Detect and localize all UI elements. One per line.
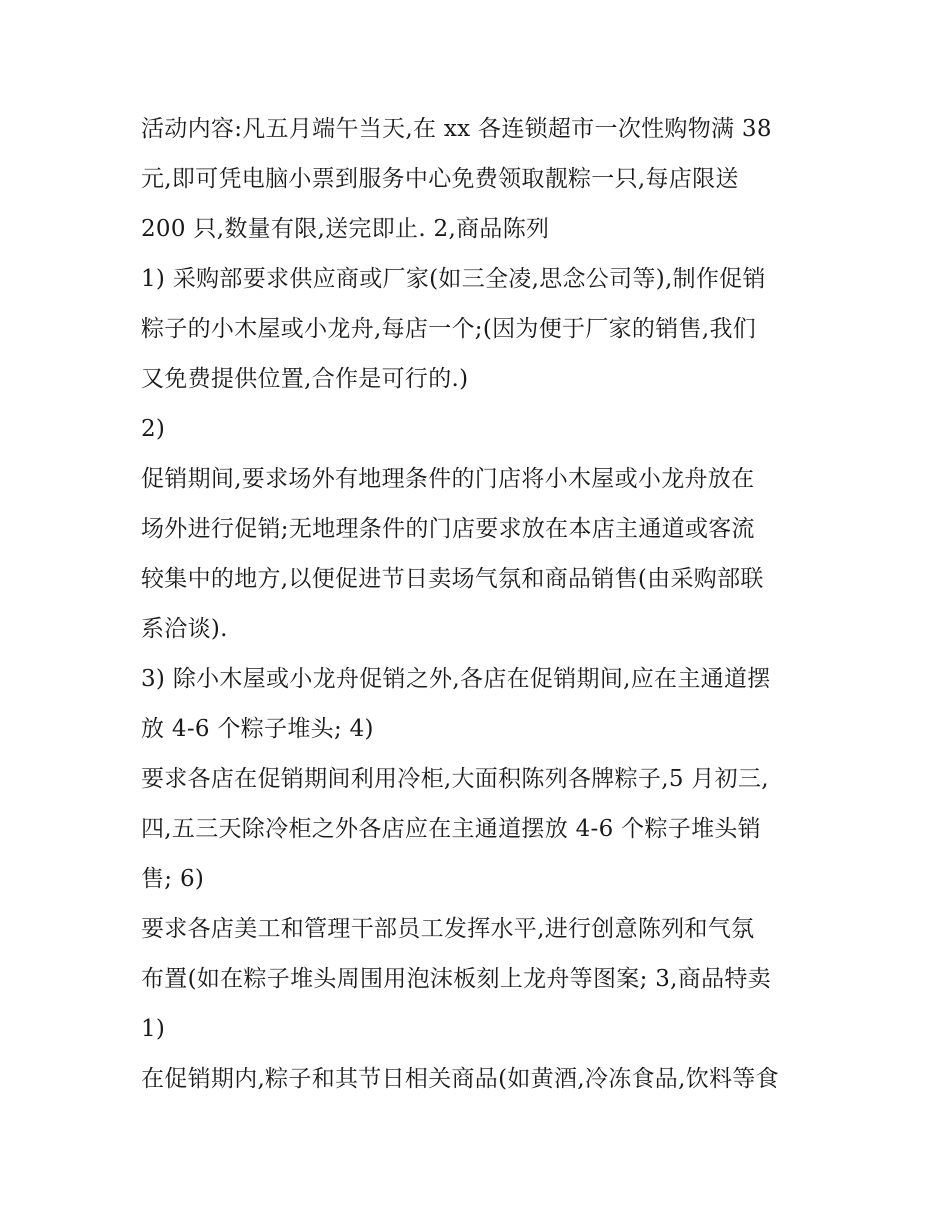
text-line: 放 4-6 个粽子堆头; 4) — [141, 716, 374, 742]
text-line: 要求各店美工和管理干部员工发挥水平,进行创意陈列和气氛 — [141, 916, 755, 942]
text-line: 粽子的小木屋或小龙舟,每店一个;(因为便于厂家的销售,我们 — [141, 316, 757, 342]
text-line: 1) 采购部要求供应商或厂家(如三全凌,思念公司等),制作促销 — [141, 266, 766, 292]
document-body — [141, 104, 831, 1104]
text-line: 售; 6) — [141, 866, 205, 892]
text-line: 又免费提供位置,合作是可行的.) — [141, 366, 469, 392]
text-line: 四,五三天除冷柜之外各店应在主通道摆放 4-6 个粽子堆头销 — [141, 816, 761, 842]
text-line: 布置(如在粽子堆头周围用泡沫板刻上龙舟等图案; 3,商品特卖 — [141, 966, 771, 992]
text-line: 促销期间,要求场外有地理条件的门店将小木屋或小龙舟放在 — [141, 466, 755, 492]
text-line: 200 只,数量有限,送完即止. 2,商品陈列 — [141, 216, 550, 242]
text-line: 场外进行促销;无地理条件的门店要求放在本店主通道或客流 — [141, 516, 755, 542]
text-line: 系洽谈). — [141, 616, 228, 642]
text-line: 活动内容:凡五月端午当天,在 xx 各连锁超市一次性购物满 38 — [141, 116, 772, 142]
text-line: 2) — [141, 416, 166, 442]
text-line: 要求各店在促销期间利用冷柜,大面积陈列各牌粽子,5 月初三, — [141, 766, 769, 792]
text-line: 3) 除小木屋或小龙舟促销之外,各店在促销期间,应在主通道摆 — [141, 666, 771, 692]
text-line: 在促销期内,粽子和其节日相关商品(如黄酒,冷冻食品,饮料等食 — [141, 1066, 779, 1092]
text-line: 较集中的地方,以便促进节日卖场气氛和商品销售(由采购部联 — [141, 566, 764, 592]
text-line: 1) — [141, 1016, 166, 1042]
text-line: 元,即可凭电脑小票到服务中心免费领取靓粽一只,每店限送 — [141, 166, 739, 192]
